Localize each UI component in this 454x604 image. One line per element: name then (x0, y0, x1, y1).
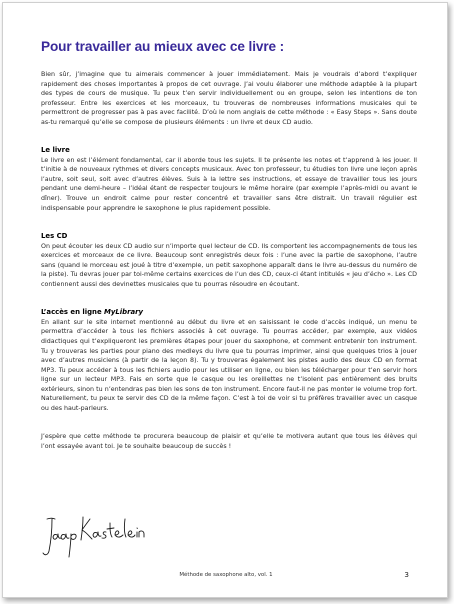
section-heading-prefix: L’accès en ligne (41, 308, 105, 317)
section-body-le-livre: Le livre en est l’élément fondamental, car il aborde tous les sujets. Il te présente les notes et t’apprend à les jouer. Il t’initie à de nouveaux rythmes et divers concepts musicaux. Avec ton professeur, tu étudies ton livre une leçon après l’autre, soit seul, soit avec d’autres élèves. Suis à la lettre ses instructions, et essaye de travailler tous les jours pendant une demi-heure – l’idéal étant de respecter toujours le même horaire (par exemple l’après-midi ou avant le dîner). Trouve un endroit calme pour rester concentré et travailler sans être distrait. Un travail régulier est indispensable pour apprendre le saxophone le plus rapidement possible. (41, 156, 417, 212)
intro-paragraph: Bien sûr, j’imagine que tu aimerais commencer à jouer immédiatement. Mais je voudrais d’abord t’expliquer rapidement des choses importantes à propos de cet ouvrage. J’ai voulu élaborer une méthode adaptée à la plupart des types de cours de musique. Tu peux t’en servir individuellement ou en groupe, selon les intentions de ton professeur. Entre les exercices et les morceaux, tu trouveras de nombreuses informations musicales qui te permettront de progresser pas à pas avec facilité. D’où le nom anglais de cette méthode : « Easy Steps ». Sans doute as-tu remarqué qu’elle se compose de plusieurs éléments : un livre et deux CD audio. (41, 71, 417, 126)
page-number: 3 (404, 570, 409, 579)
section-heading-le-livre: Le livre (41, 146, 70, 155)
running-footer: Méthode de saxophone alto, vol. 1 (179, 572, 273, 578)
section-heading-acces-en-ligne (41, 308, 417, 318)
section-body-acces-en-ligne: En allant sur le site internet mentionné au début du livre et en saisissant le code d’accès indiqué, un menu te permettra d’accéder à tous les fichiers associés à cet ouvrage. Tu pourras accéder, par exemple, aux vidéos didactiques qui t’expliqueront les premières étapes pour jouer du saxophone, et comment entretenir ton instrument. Tu y trouveras les parties pour piano des medleys du livre que tu pourras imprimer, ainsi que quelques trios à jouer avec d’autres musiciens (à partir de la leçon 8). Tu y trouveras également les pistes audio des deux CD en format MP3. Tu peux accéder à tous les fichiers audio pour les utiliser en ligne, ou bien les télécharger pour t’en servir hors ligne sur un lecteur MP3. Fais en sorte que le casque ou les oreillettes ne t’isolent pas entièrement des bruits extérieurs, sinon tu n’entendras pas bien les sons de ton instrument. Encore faut-il ne pas monter le volume trop fort. Naturellement, tu peux te servir des CD de la même façon. C’est à toi de voir si tu préfères travailler avec un casque ou des haut-parleurs. (41, 318, 417, 412)
page-content (41, 70, 417, 452)
book-page (2, 2, 448, 598)
page-title: Pour travailler au mieux avec ce livre : (41, 39, 285, 54)
section-body-les-cd: On peut écouter les deux CD audio sur n’importe quel lecteur de CD. Ils comportent les accompagnements de tous les exercices et morceaux de ce livre. Beaucoup sont enregistrés deux fois : l’une avec la partie de saxophone, l’autre sans (quand le morceau est joué à titre d’exemple, un petit saxophone apparaît dans le livre au-dessus du numéro de la piste). Tu devras jouer par toi-même certains exercices de l’un des CD, ceux-ci étant intitulés « jeu d’écho ». Les CD contiennent aussi des devinettes musicales que tu pourras résoudre en écoutant. (41, 242, 417, 288)
section-heading-emphasis: MyLibrary (104, 308, 144, 317)
section-heading-les-cd: Les CD (41, 232, 68, 241)
closing-paragraph: J’espère que cette méthode te procurera beaucoup de plaisir et qu’elle te motivera autant que tous les élèves qui l’ont essayée avant toi. Je te souhaite beaucoup de succès ! (41, 433, 417, 450)
handwritten-signature (39, 505, 147, 567)
